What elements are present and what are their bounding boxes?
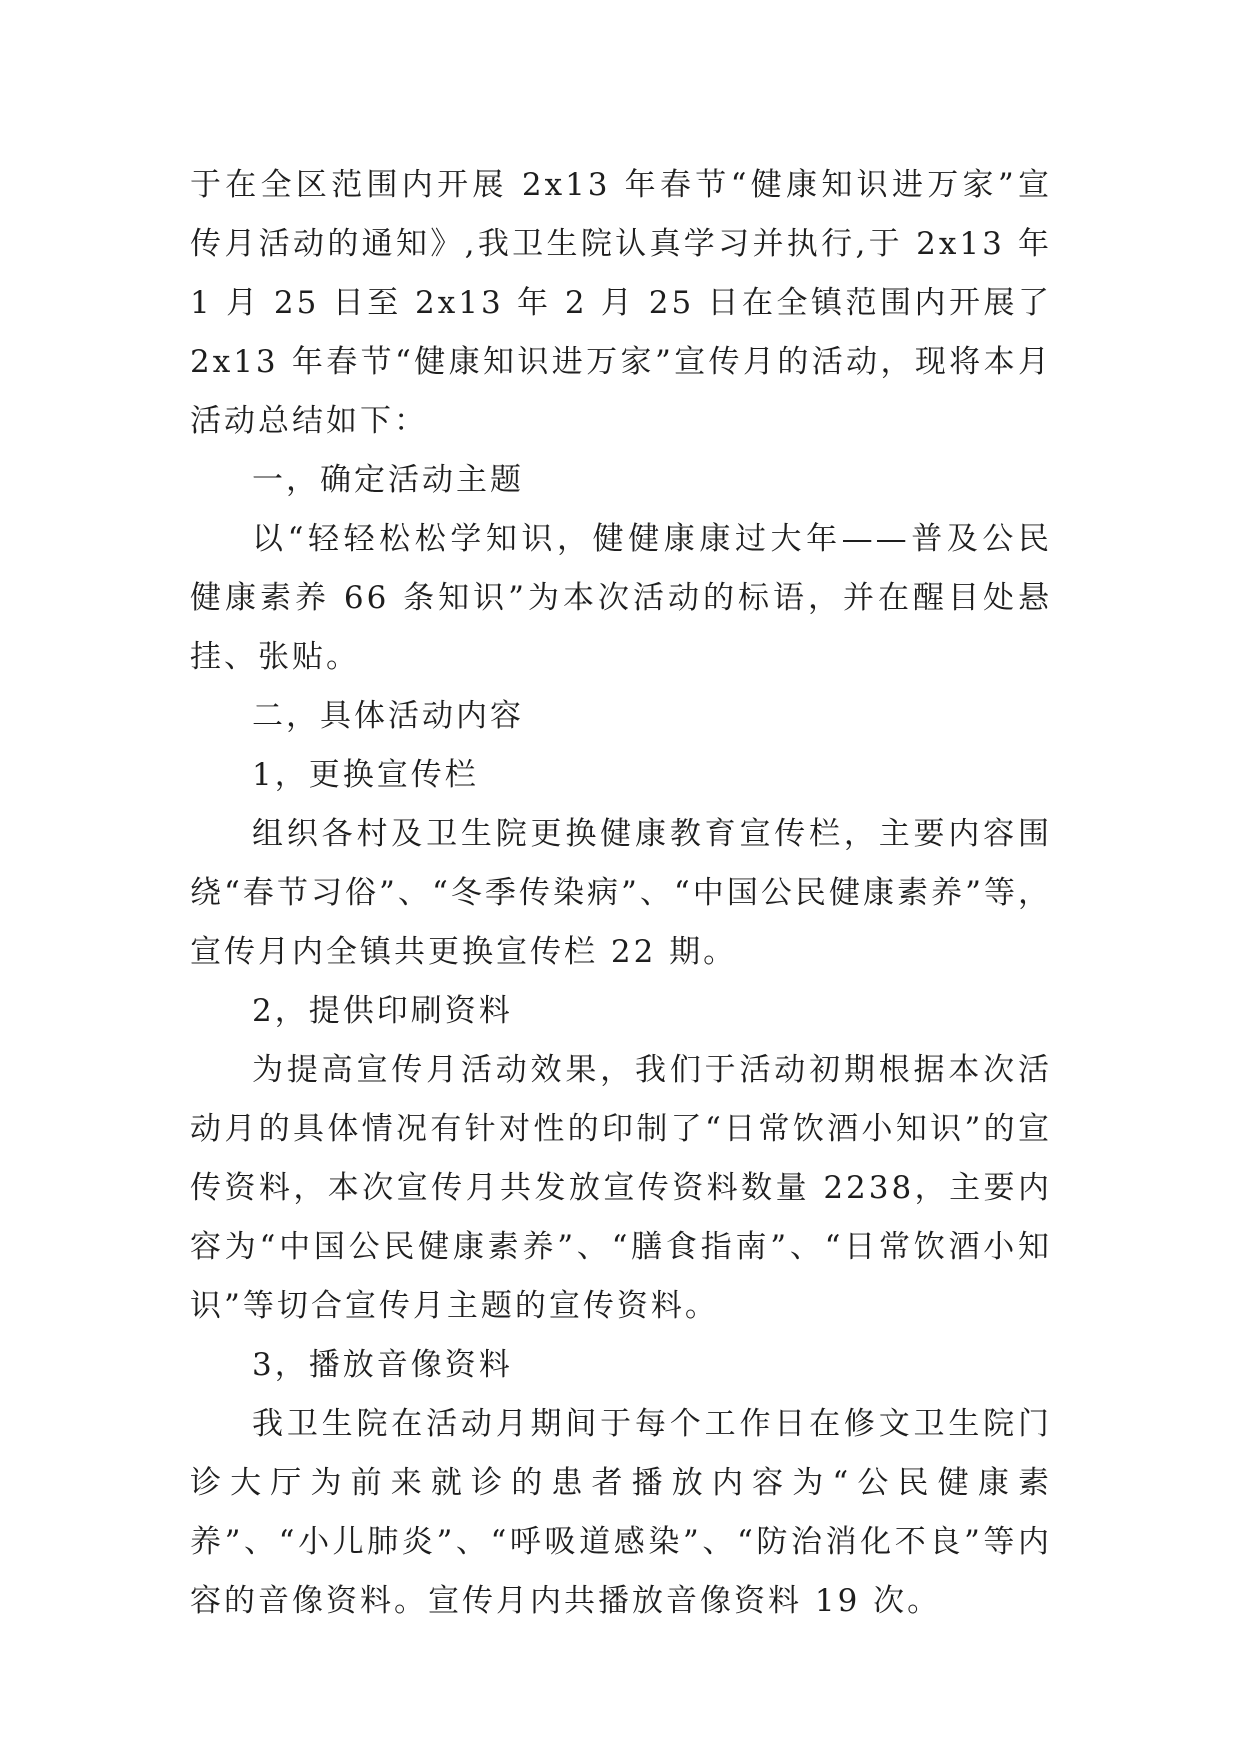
paragraph-bulletin: 组织各村及卫生院更换健康教育宣传栏，主要内容围绕“春节习俗”、“冬季传染病”、“中国公民健康素养”等，宣传月内全镇共更换宣传栏 22 期。	[190, 816, 1052, 970]
paragraph-printed-materials: 为提高宣传月活动效果，我们于活动初期根据本次活动月的具体情况有针对性的印制了“日常饮酒小知识”的宣传资料，本次宣传月共发放宣传资料数量 2238，主要内容为“中国公民健康素养”、“膳食指南”、“日常饮酒小知识”等切合宣传月主题的宣传资料。	[190, 1052, 1052, 1324]
heading-printed-materials: 2，提供印刷资料	[252, 993, 513, 1029]
heading-replace-bulletin: 1，更换宣传栏	[252, 757, 479, 793]
document-body	[190, 156, 1052, 1631]
heading-audio-video: 3，播放音像资料	[252, 1347, 513, 1383]
paragraph-audio-video: 我卫生院在活动月期间于每个工作日在修文卫生院门诊大厅为前来就诊的患者播放内容为“公民健康素养”、“小儿肺炎”、“呼吸道感染”、“防治消化不良”等内容的音像资料。宣传月内共播放音像资料 19 次。	[190, 1406, 1052, 1619]
heading-activity-content: 二，具体活动内容	[252, 698, 524, 734]
heading-activity-theme: 一，确定活动主题	[252, 462, 524, 498]
paragraph-slogan: 以“轻轻松松学知识，健健康康过大年——普及公民健康素养 66 条知识”为本次活动的标语，并在醒目处悬挂、张贴。	[190, 521, 1052, 675]
paragraph-intro: 于在全区范围内开展 2x13 年春节“健康知识进万家”宣传月活动的通知》,我卫生院认真学习并执行,于 2x13 年 1 月 25 日至 2x13 年 2 月 25 日在全镇范围内开展了 2x13 年春节“健康知识进万家”宣传月的活动，现将本月活动总结如下：	[190, 167, 1052, 439]
